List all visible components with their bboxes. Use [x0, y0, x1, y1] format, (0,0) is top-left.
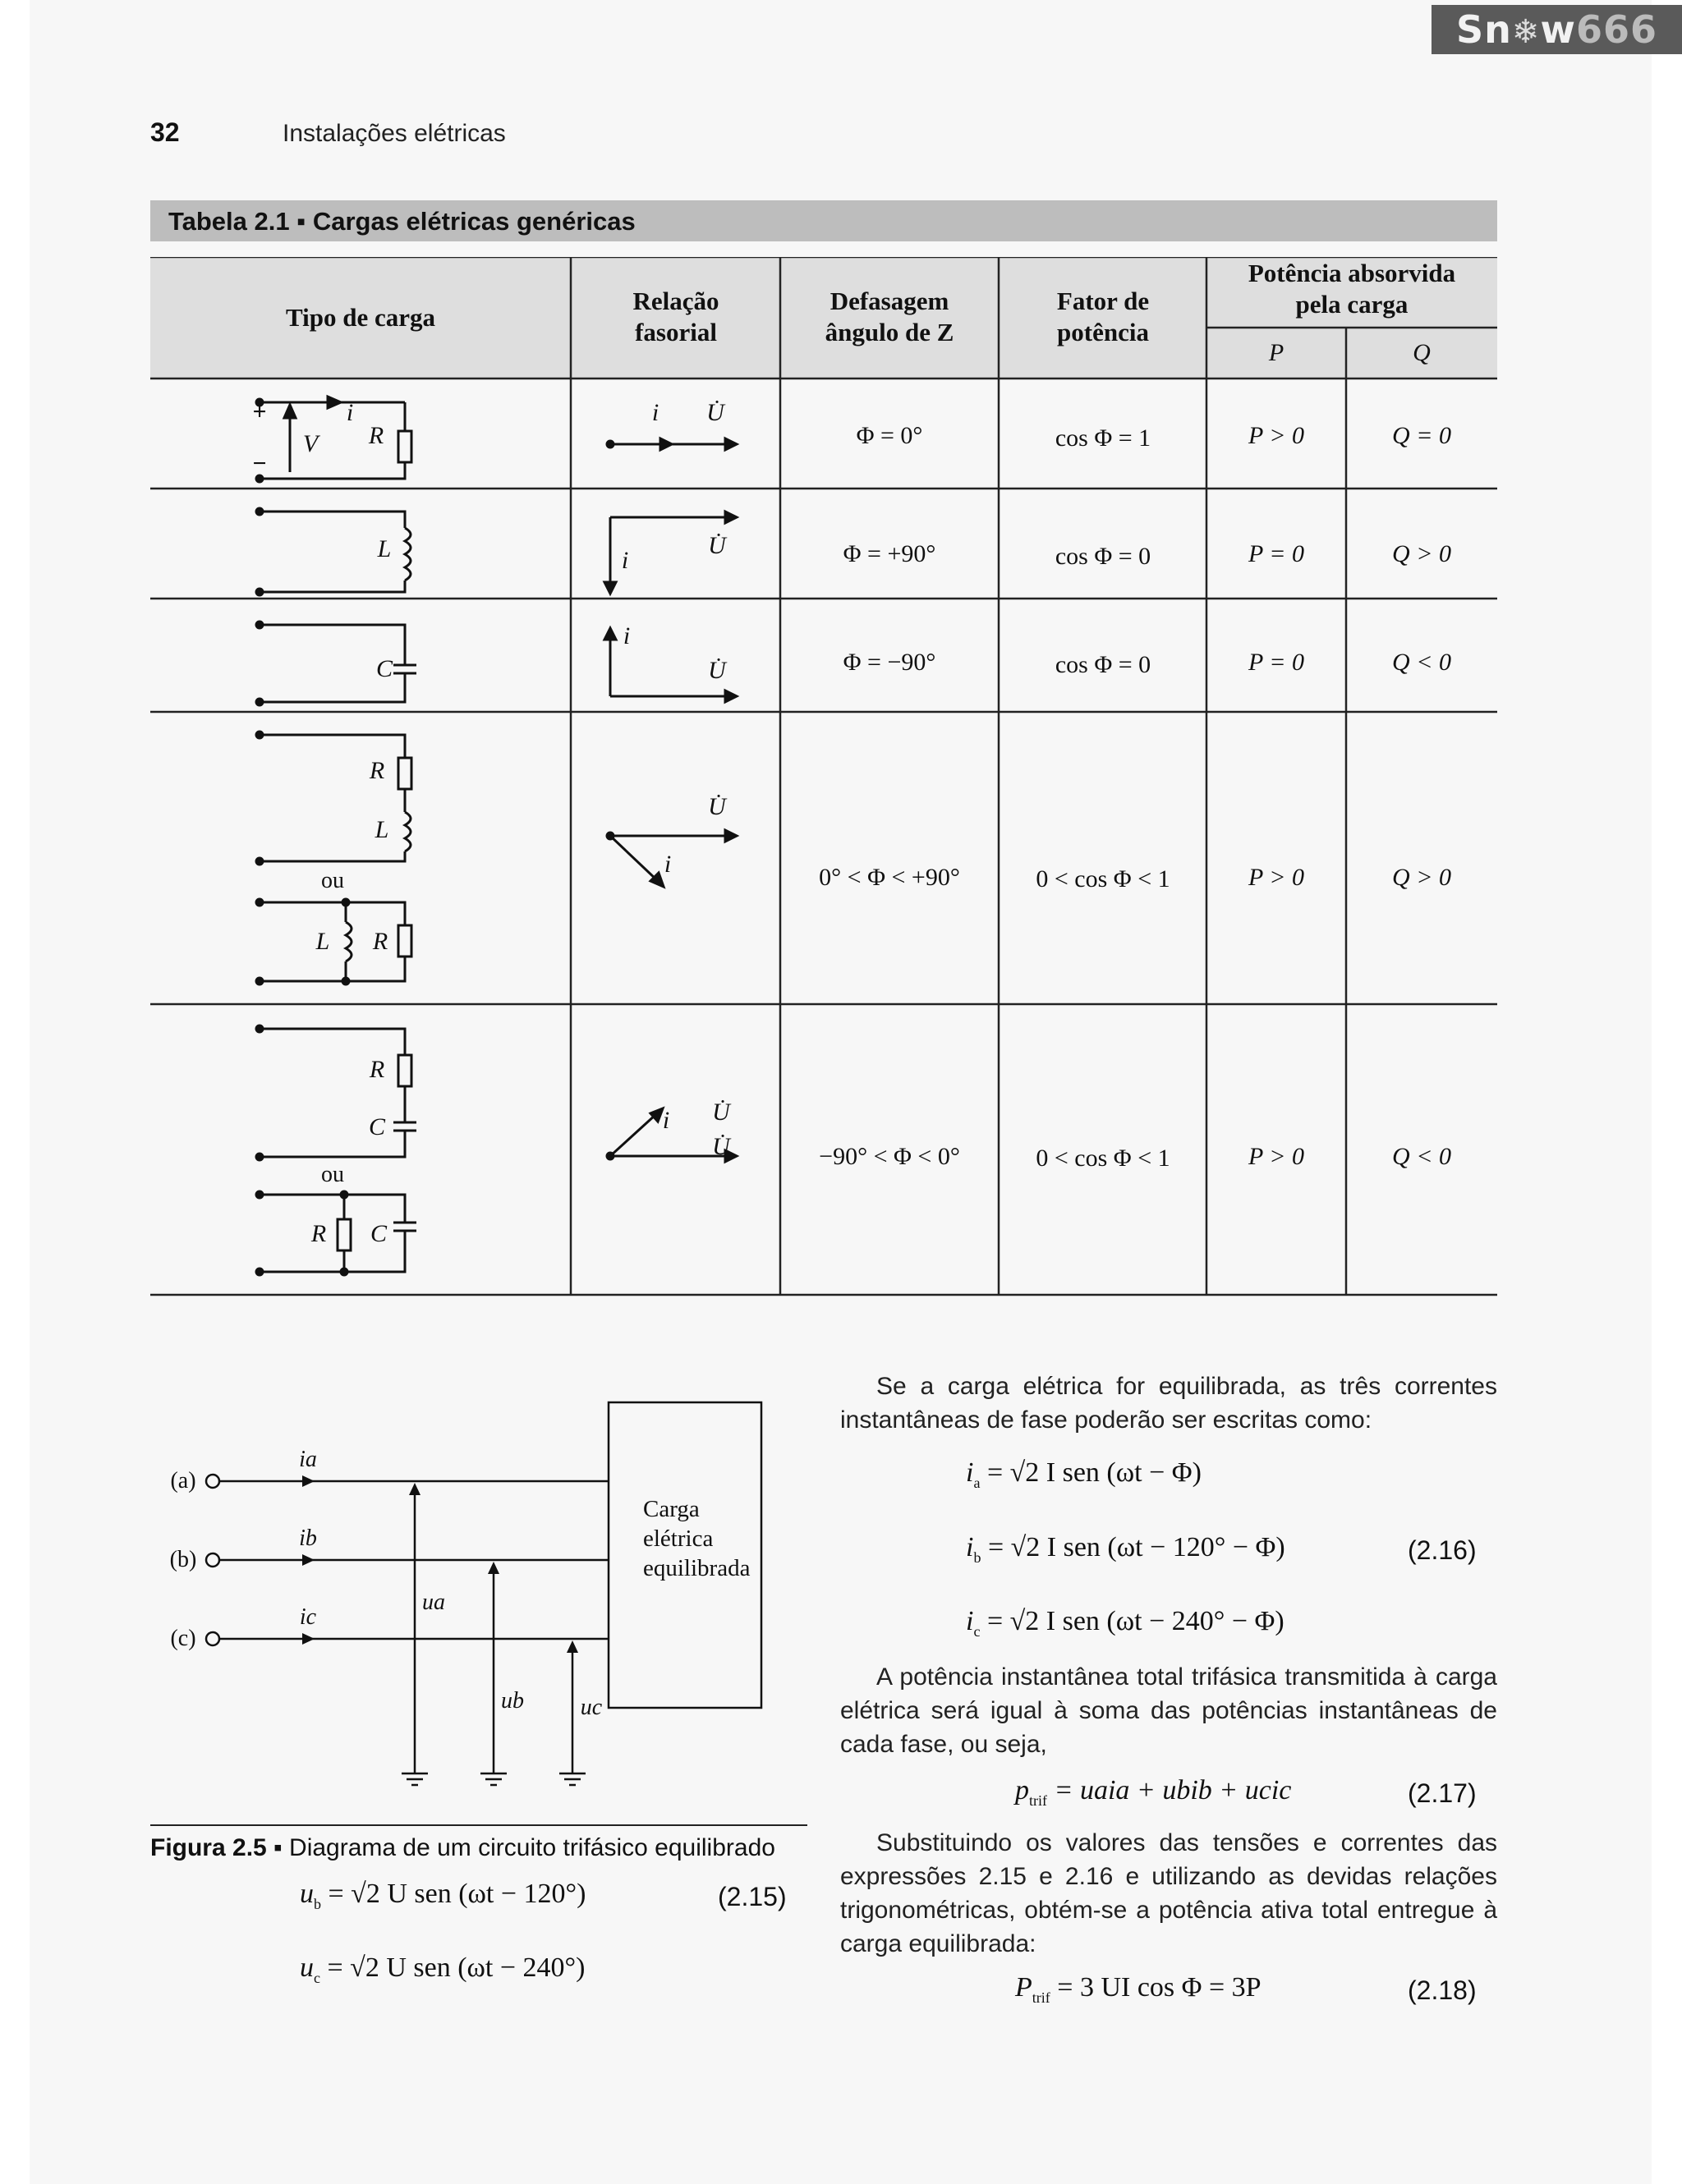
terminal-label-b: (b) [169, 1547, 197, 1572]
resistor-label: R [368, 422, 384, 449]
load-box-line: elétrica [643, 1526, 714, 1552]
phasor-u-label: U̇ [712, 1133, 730, 1160]
paragraph-text: Se a carga elétrica for equilibrada, as três correntes instantâneas de fase poderão ser escritas como: [840, 1373, 1497, 1434]
inductor-label: L [315, 928, 330, 955]
capacitor-label: C [370, 1220, 388, 1247]
phasor-in-phase [607, 438, 737, 450]
phasor-u-label: U̇ [708, 532, 726, 559]
equation-number: (2.15) [718, 1882, 787, 1911]
cell-defasagem: Φ = 0° [856, 422, 923, 449]
table-title: Tabela 2.1 ▪ Cargas elétricas genéricas [168, 207, 636, 236]
capacitor-label: C [368, 1113, 386, 1140]
cell-q: Q > 0 [1392, 864, 1451, 891]
paragraph [840, 1370, 1497, 1437]
cell-defasagem: Φ = −90° [843, 649, 936, 676]
resistor-label: R [372, 928, 388, 955]
watermark-text: Sn [1456, 7, 1512, 52]
current-arrow-b [302, 1554, 315, 1566]
equation-number: (2.16) [1408, 1535, 1477, 1565]
capacitor-label: C [375, 655, 393, 682]
figure-caption-label: Figura 2.5 [150, 1834, 267, 1861]
col-header-tipo: Tipo de carga [286, 303, 435, 332]
equation-ub [300, 1879, 586, 1913]
col-header-defasagem: ângulo de Z [825, 318, 954, 346]
ground-symbol [559, 1773, 586, 1785]
paragraph [840, 1826, 1497, 1961]
phasor-i-label: i [651, 399, 659, 426]
equation-sub: b [314, 1895, 321, 1912]
equation-number: (2.17) [1408, 1778, 1477, 1808]
or-label: ou [321, 1162, 344, 1187]
equation-uc [300, 1952, 585, 1987]
load-box-line: Carga [643, 1496, 700, 1522]
voltage-arrow-a [409, 1483, 420, 1495]
equation-ic: $i_c = √2$ I sen (ωt − 240° − Φ) [966, 1606, 1284, 1640]
paragraph-text: Substituindo os valores das tensões e correntes das expressões 2.15 e 2.16 e utilizando as devidas relações trigonométricas, obtém-se a potência ativa total entregue à carga equilibrada: [840, 1829, 1497, 1957]
col-header-relacao: fasorial [635, 318, 717, 346]
terminal-b [206, 1553, 219, 1567]
cell-p: P = 0 [1248, 540, 1305, 567]
terminal-label-a: (a) [170, 1468, 196, 1493]
cell-defasagem: −90° < Φ < 0° [819, 1143, 960, 1170]
phasor-u-label: U̇ [712, 1099, 730, 1126]
phasor-i-label: i [662, 1107, 670, 1134]
cell-p: P > 0 [1248, 864, 1305, 891]
current-label-a: ia [299, 1447, 317, 1472]
cell-fator: 0 < cos Φ < 1 [1036, 865, 1170, 892]
snowflake-icon: ❄ [1511, 13, 1541, 51]
load-box-line: equilibrada [643, 1555, 751, 1581]
circuit-rc [256, 1025, 416, 1275]
col-header-potencia: Potência absorvida [1248, 259, 1456, 287]
minus-sign: − [252, 450, 267, 477]
cell-q: Q < 0 [1392, 1143, 1451, 1170]
cell-fator: cos Φ = 0 [1055, 543, 1151, 570]
cell-p: P > 0 [1248, 422, 1305, 449]
watermark-logo [1432, 5, 1682, 54]
col-header-potencia: pela carga [1295, 290, 1409, 319]
ground-symbol [402, 1773, 428, 1785]
cell-fator: cos Φ = 1 [1055, 424, 1151, 452]
current-arrow-a [302, 1475, 315, 1487]
phasor-lagging [607, 830, 737, 887]
terminal-a [206, 1475, 219, 1488]
cell-defasagem: Φ = +90° [843, 540, 936, 567]
inductor-label: L [377, 535, 392, 562]
col-header-fator: potência [1057, 318, 1149, 346]
col-header-fator: Fator de [1056, 287, 1150, 315]
resistor-label: R [369, 1056, 385, 1083]
cell-defasagem: 0° < Φ < +90° [819, 864, 960, 891]
equation-rhs: = √2 I sen (ωt − 240° − Φ) [986, 1606, 1284, 1636]
watermark-text: w [1540, 7, 1576, 52]
equation-number: (2.18) [1408, 1975, 1477, 2005]
col-header-relacao: Relação [632, 287, 719, 315]
cell-fator: cos Φ = 0 [1055, 651, 1151, 678]
plus-sign: + [252, 398, 267, 425]
cell-fator: 0 < cos Φ < 1 [1036, 1145, 1170, 1172]
equation-rhs: = √2 U sen (ωt − 240°) [320, 1952, 586, 1983]
page-number: 32 [150, 117, 180, 147]
terminal-c [206, 1632, 219, 1645]
voltage-label-a: ua [422, 1590, 445, 1615]
equation-ptrif: $p_{trif}$ = uaia + ubib + ucic [1015, 1775, 1292, 1809]
three-phase-diagram [150, 1379, 824, 1806]
cell-q: Q = 0 [1392, 422, 1451, 449]
table-title-bar [150, 200, 1497, 241]
phasor-u-label: U̇ [708, 793, 726, 820]
equation-ia: $i_a = √2$ I sen (ωt − Φ) [966, 1457, 1202, 1491]
load-box-label [643, 1494, 791, 1583]
resistor-label: R [369, 757, 385, 784]
inductor-label: L [375, 816, 389, 843]
phasor-u-label: U̇ [708, 657, 726, 684]
phasor-i-label: i [623, 622, 631, 649]
paragraph [840, 1660, 1497, 1761]
equation-lhs: u [300, 1879, 314, 1909]
cell-q: Q > 0 [1392, 540, 1451, 567]
cell-q: Q < 0 [1392, 649, 1451, 676]
three-phase-circuit [150, 1379, 824, 1806]
col-header-q: Q [1413, 339, 1431, 366]
phasor-i-label: i [621, 547, 629, 574]
resistor-label: R [310, 1220, 327, 1247]
voltage-label: V [302, 430, 319, 457]
phasor-i-label: i [664, 851, 672, 878]
phasor-u-label: U̇ [706, 399, 724, 426]
current-label-c: ic [299, 1604, 317, 1630]
voltage-label-b: ub [501, 1688, 524, 1714]
col-header-defasagem: Defasagem [830, 287, 949, 315]
current-label-b: ib [299, 1526, 317, 1551]
col-header-p: P [1268, 339, 1284, 366]
equation-rhs: = uaia + ubib + ucic [1054, 1775, 1292, 1805]
cell-p: P = 0 [1248, 649, 1305, 676]
current-arrow-c [302, 1633, 315, 1645]
voltage-arrow-b [488, 1562, 499, 1574]
figure-caption [150, 1824, 807, 1862]
paragraph-text: A potência instantânea total trifásica transmitida à carga elétrica será igual à soma das potências instantâneas de cada fase, ou seja, [840, 1663, 1497, 1758]
ground-symbol [480, 1773, 507, 1785]
equation-rhs: = 3 UI cos Φ = 3P [1057, 1972, 1262, 2003]
loads-table [150, 257, 1497, 1305]
cell-p: P > 0 [1248, 1143, 1305, 1170]
equation-rhs: = √2 I sen (ωt − Φ) [986, 1457, 1202, 1488]
or-label: ou [321, 868, 344, 893]
figure-caption-text: ▪ Diagrama de um circuito trifásico equilibrado [266, 1834, 775, 1861]
current-label: i [346, 399, 354, 426]
voltage-arrow-c [567, 1640, 578, 1653]
watermark-number: 666 [1575, 7, 1657, 52]
equation-rhs: = √2 I sen (ωt − 120° − Φ) [987, 1532, 1285, 1562]
voltage-label-c: uc [580, 1695, 603, 1720]
circuit-resistor [256, 397, 411, 482]
equation-Ptrif: $P_{trif} = 3$ UI cos Φ = 3P [1015, 1972, 1262, 2006]
terminal-label-c: (c) [170, 1626, 196, 1651]
equation-lhs: u [300, 1952, 314, 1983]
running-title: Instalações elétricas [283, 120, 506, 147]
circuit-rl [256, 732, 411, 984]
equation-rhs: = √2 U sen (ωt − 120°) [321, 1879, 586, 1909]
equation-ib: $i_b = √2$ I sen (ωt − 120° − Φ) [966, 1532, 1285, 1566]
equation-sub: c [314, 1969, 320, 1986]
